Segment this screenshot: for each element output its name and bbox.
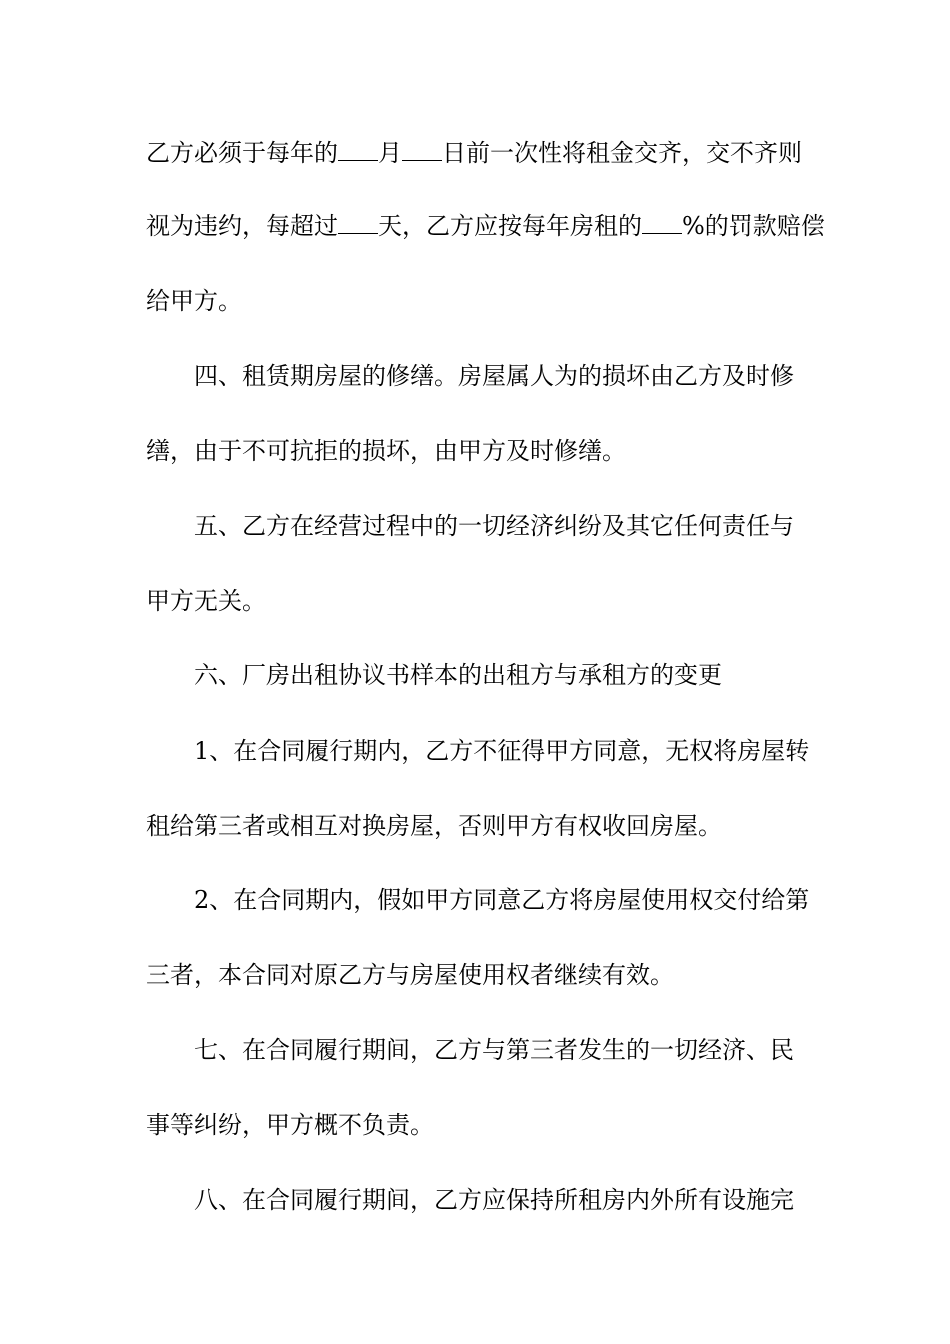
text-line-8: 六、厂房出租协议书样本的出租方与承租方的变更 (194, 661, 722, 689)
text-line-9: 1、在合同履行期内，乙方不征得甲方同意，无权将房屋转 (194, 737, 810, 765)
text-line-11: 2、在合同期内，假如甲方同意乙方将房屋使用权交付给第 (194, 886, 810, 914)
text-segment: 天，乙方应按每年房租的 (378, 212, 642, 240)
text-line-5: 缮，由于不可抗拒的损坏，由甲方及时修缮。 (146, 437, 626, 465)
text-line-3: 给甲方。 (146, 287, 242, 315)
fill-blank (338, 213, 378, 234)
text-line-12: 三者，本合同对原乙方与房屋使用权者继续有效。 (146, 961, 674, 989)
text-line-13: 七、在合同履行期间，乙方与第三者发生的一切经济、民 (194, 1036, 794, 1064)
fill-blank (402, 140, 442, 161)
text-line-7: 甲方无关。 (146, 587, 266, 615)
fill-blank (642, 213, 682, 234)
text-line-15: 八、在合同履行期间，乙方应保持所租房内外所有设施完 (194, 1186, 794, 1214)
text-segment: %的罚款赔偿 (682, 212, 825, 240)
text-segment: 视为违约，每超过 (146, 212, 338, 240)
text-line-4: 四、租赁期房屋的修缮。房屋属人为的损坏由乙方及时修 (194, 362, 794, 390)
text-line-14: 事等纠纷，甲方概不负责。 (146, 1111, 434, 1139)
text-line-2 (146, 210, 846, 242)
text-line-6: 五、乙方在经营过程中的一切经济纠纷及其它任何责任与 (194, 512, 794, 540)
text-segment: 日前一次性将租金交齐，交不齐则 (442, 139, 802, 167)
text-segment: 月 (378, 139, 402, 167)
text-segment: 乙方必须于每年的 (146, 139, 338, 167)
text-line-10: 租给第三者或相互对换房屋，否则甲方有权收回房屋。 (146, 812, 722, 840)
text-line-1 (146, 137, 846, 169)
fill-blank (338, 140, 378, 161)
